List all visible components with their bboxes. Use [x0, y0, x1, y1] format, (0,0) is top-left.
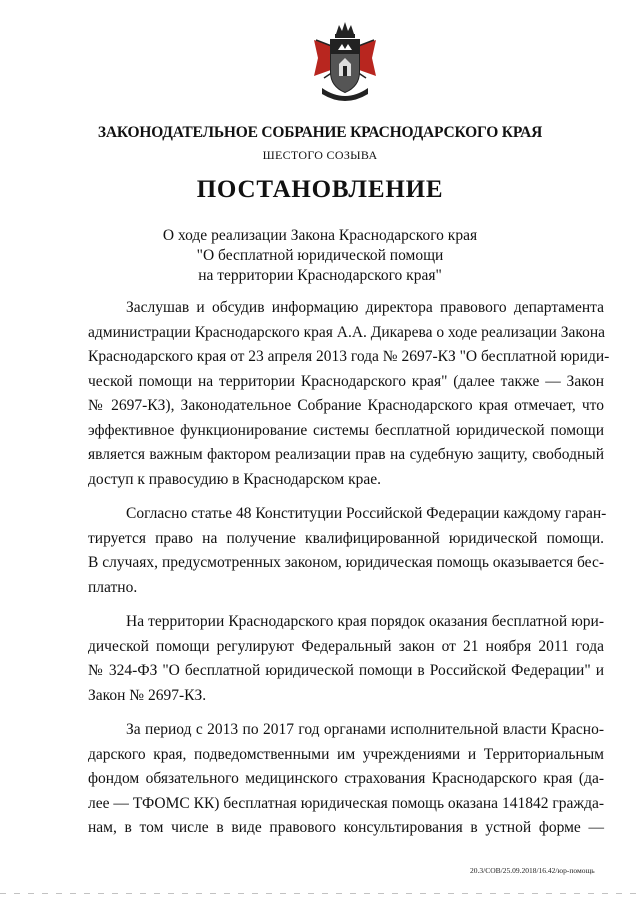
text-line: № 2697-КЗ), Законодательное Собрание Краснодарского края отмечает, что — [88, 397, 604, 414]
text-line: Краснодарского края от 23 апреля 2013 года № 2697-КЗ "О бесплатной юриди- — [88, 348, 610, 365]
text-line: эффективное функционирование системы бесплатной юридической помощи — [88, 421, 604, 439]
paragraph — [88, 502, 607, 600]
text-line: На территории Краснодарского края порядок оказания бесплатной юри- — [126, 613, 604, 630]
krasnodar-krai-coat-of-arms-icon — [312, 20, 378, 104]
text-line: администрации Краснодарского края А.А. Дикарева о ходе реализации Закона — [88, 323, 606, 341]
paragraph — [88, 296, 610, 492]
text-line: Закон № 2697-КЗ. — [88, 686, 207, 704]
text-line: Заслушав и обсудив информацию директора правового департамента — [126, 299, 604, 316]
paragraph — [88, 718, 604, 841]
text-line: платно. — [88, 578, 138, 596]
subject-line: на территории Краснодарского края" — [198, 267, 442, 284]
text-line: нам, в том числе в виде правового консультирования в устной форме — — [88, 819, 604, 836]
paragraph — [88, 610, 604, 708]
text-line: тируется право на получение квалифицированной юридической помощи. — [88, 529, 604, 547]
document-type-heading: ПОСТАНОВЛЕНИЕ — [196, 176, 444, 203]
document-subject — [0, 226, 640, 286]
organization-title: ЗАКОНОДАТЕЛЬНОЕ СОБРАНИЕ КРАСНОДАРСКОГО КРАЯ — [97, 124, 543, 141]
text-line: дарского края, подведомственными им учреждениями и Территориальным — [88, 745, 604, 763]
text-line: лее — ТФОМС КК) бесплатная юридическая помощь оказана 141842 гражда- — [88, 794, 604, 812]
text-line: № 324-ФЗ "О бесплатной юридической помощи в Российской Федерации" и — [88, 662, 604, 679]
subject-line: "О бесплатной юридической помощи — [196, 247, 444, 264]
text-line: За период с 2013 по 2017 год органами исполнительной власти Красно- — [126, 721, 604, 738]
text-line: доступ к правосудию в Краснодарском крае. — [88, 470, 381, 488]
document-code: 20.3/СОВ/25.09.2018/16.42/юр-помощь — [470, 866, 595, 875]
convocation-subtitle: ШЕСТОГО СОЗЫВА — [262, 148, 378, 162]
text-line: В случаях, предусмотренных законом, юридическая помощь оказывается бес- — [88, 554, 604, 571]
scan-edge-divider — [0, 893, 640, 894]
document-body — [88, 296, 610, 851]
text-line: ческой помощи на территории Краснодарского края" (далее также — Закон — [88, 372, 604, 390]
text-line: Согласно статье 48 Конституции Российской Федерации каждому гаран- — [126, 505, 607, 522]
text-line: является важным фактором реализации прав на судебную защиту, свободный — [88, 446, 604, 463]
text-line: фондом обязательного медицинского страхования Краснодарского края (да- — [88, 770, 604, 787]
text-line: дической помощи регулируют Федеральный закон от 21 ноября 2011 года — [88, 637, 604, 655]
subject-line: О ходе реализации Закона Краснодарского края — [162, 227, 478, 244]
